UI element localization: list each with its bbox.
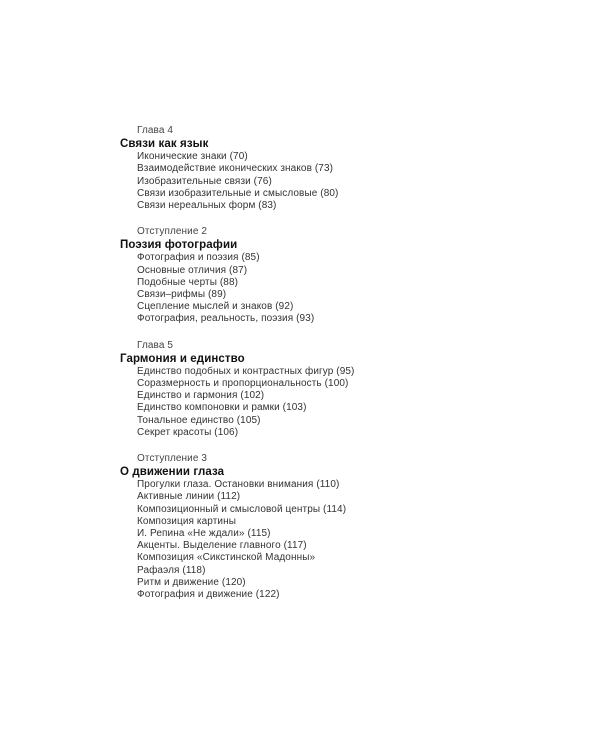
section-title: О движении глаза [120,466,225,479]
toc-entry: Взаимодействие иконических знаков (73) [137,163,334,175]
toc-entry: Единство компоновки и рамки (103) [137,402,307,414]
toc-entry: Композиция «Сикстинской Мадонны» [137,552,316,564]
section-title: Гармония и единство [120,352,245,365]
toc-entry: Иконические знаки (70) [137,151,248,163]
toc-entry: Акценты. Выделение главного (117) [137,540,307,552]
section-title: Поэзия фотографии [120,239,238,252]
toc-entry: И. Репина «Не ждали» (115) [137,528,271,540]
toc-entry: Секрет красоты (106) [137,426,239,438]
table-of-contents [120,125,520,615]
toc-entry: Основные отличия (87) [137,264,248,276]
toc-entry: Тональное единство (105) [137,414,261,426]
toc-entry: Подобные черты (88) [137,276,239,288]
toc-entry: Сцепление мыслей и знаков (92) [137,301,294,313]
toc-section-digression-2 [120,226,520,325]
toc-entry: Прогулки глаза. Остановки внимания (110) [137,479,340,491]
toc-entry: Фотография и поэзия (85) [137,252,260,264]
section-label: Отступление 3 [137,453,208,465]
toc-entry: Композиция картины [137,515,236,527]
section-label: Глава 5 [137,339,174,351]
toc-entry-list [120,252,520,325]
section-label: Отступление 2 [137,226,208,238]
toc-entry: Изобразительные связи (76) [137,175,272,187]
toc-entry: Связи–рифмы (89) [137,289,227,301]
toc-entry: Ритм и движение (120) [137,576,246,588]
toc-entry: Фотография и движение (122) [137,589,280,601]
toc-entry-list [120,151,520,212]
toc-entry: Рафаэля (118) [137,564,206,576]
toc-entry: Единство и гармония (102) [137,390,265,402]
toc-entry: Связи нереальных форм (83) [137,200,277,212]
toc-entry: Соразмерность и пропорциональность (100) [137,378,349,390]
toc-entry-list [120,366,520,439]
toc-section-chapter-4 [120,125,520,212]
toc-section-chapter-5 [120,340,520,439]
toc-entry: Активные линии (112) [137,491,241,503]
toc-entry: Фотография, реальность, поэзия (93) [137,313,315,325]
toc-entry: Связи изобразительные и смысловые (80) [137,187,339,199]
toc-entry: Единство подобных и контрастных фигур (95) [137,365,355,377]
section-title: Связи как язык [120,138,209,151]
toc-entry-list [120,479,520,601]
toc-section-digression-3 [120,453,520,601]
section-label: Глава 4 [137,125,174,136]
toc-entry: Композиционный и смысловой центры (114) [137,503,347,515]
